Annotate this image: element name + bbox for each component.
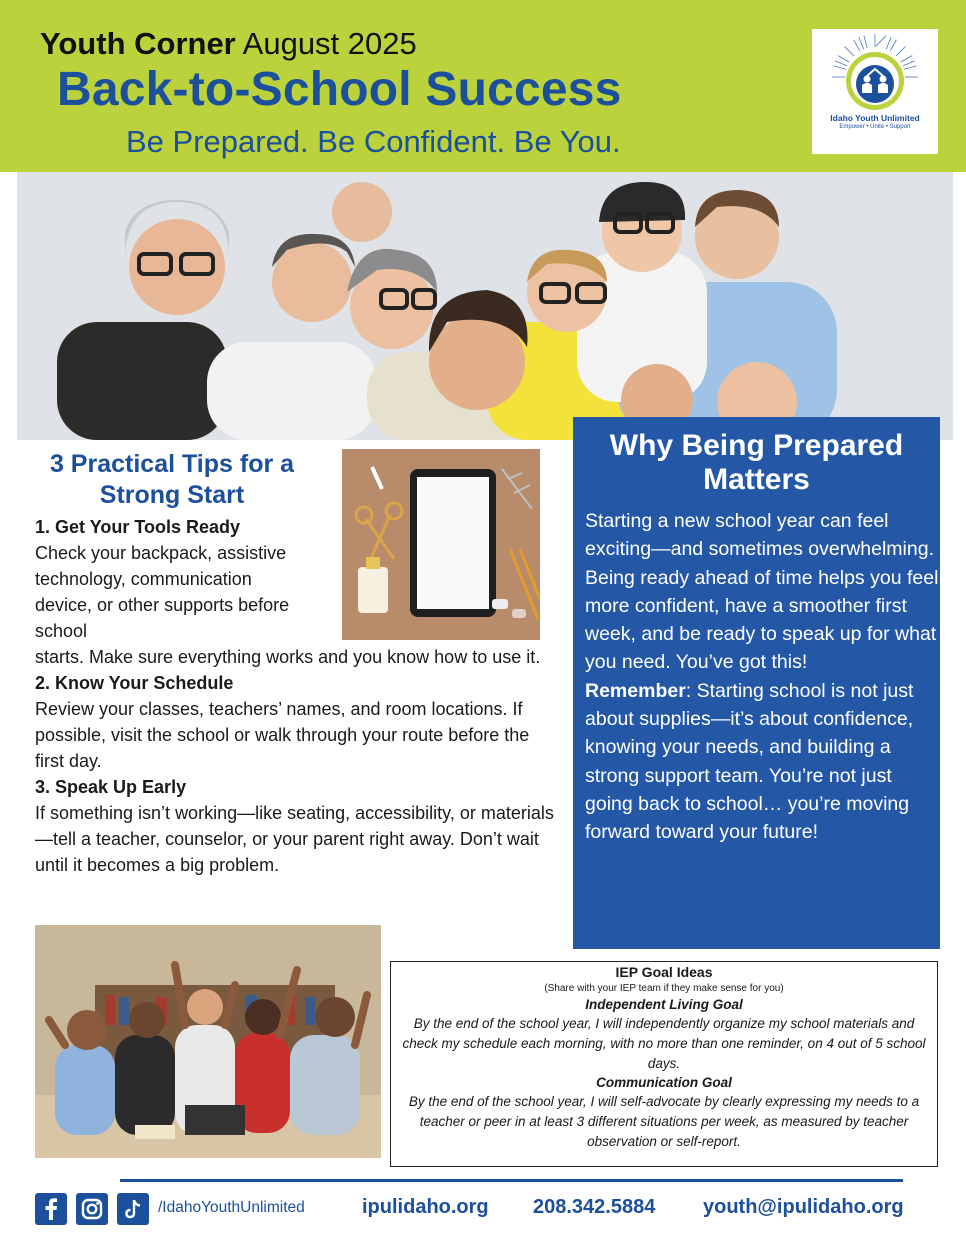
tip-2-body: Review your classes, teachers’ names, and room locations. If possible, visit the school or walk through your route before the first day.	[35, 699, 530, 771]
remember-paragraph	[585, 677, 939, 847]
iep-heading: IEP Goal Ideas	[615, 964, 713, 980]
tip-3	[35, 774, 560, 878]
social-handle[interactable]: /IdahoYouthUnlimited	[158, 1199, 305, 1216]
iep-goals-box	[390, 961, 938, 1167]
tips-list	[35, 514, 560, 878]
iep-goal-2-text: By the end of the school year, I will self-advocate by clearly expressing my needs to a teacher or peer in at least 3 different situations per week, as measured by teacher observation or self-report.	[408, 1094, 920, 1149]
organization-logo	[812, 29, 938, 154]
sunburst-logo-icon	[812, 29, 938, 154]
group-photo	[35, 925, 381, 1158]
tip-2-heading: 2. Know Your Schedule	[35, 673, 234, 693]
page-title: Back-to-School Success	[57, 63, 622, 116]
teenagers-group-illustration	[17, 172, 953, 440]
phone-number[interactable]: 208.342.5884	[533, 1196, 656, 1218]
students-cheering-illustration	[35, 925, 381, 1158]
tip-2	[35, 670, 560, 774]
tip-3-body: If something isn’t working—like seating, accessibility, or materials—tell a teacher, counselor, or your parent right away. Don’t wait until it becomes a big problem.	[35, 803, 554, 875]
tiktok-icon[interactable]	[117, 1193, 149, 1225]
why-body	[585, 507, 939, 847]
iep-goal-1-heading: Independent Living Goal	[585, 997, 743, 1012]
hero-photo	[17, 172, 953, 440]
tip-1-body: Check your backpack, assistive technology, communication device, or other supports before school	[35, 543, 290, 641]
issue-date: August 2025	[242, 26, 417, 61]
tips-heading: 3 Practical Tips for a Strong Start	[49, 450, 295, 509]
why-paragraph: Starting a new school year can feel exciting—and sometimes overwhelming. Being ready ahead of time helps you feel more confident, have a smoother first week, and be ready to speak up for what you need. You’ve got this!	[585, 510, 939, 674]
why-heading: Why Being Prepared Matters	[609, 429, 904, 496]
tip-3-heading: 3. Speak Up Early	[35, 777, 187, 797]
logo-tagline: Empower • Unite • Support	[839, 124, 911, 130]
why-prepared-panel	[573, 417, 940, 949]
tip-1	[35, 514, 560, 670]
newsletter-series	[40, 26, 417, 62]
tagline: Be Prepared. Be Confident. Be You.	[126, 124, 621, 159]
series-name: Youth Corner	[40, 26, 236, 61]
remember-label: Remember	[585, 679, 686, 702]
website-link[interactable]: ipulidaho.org	[362, 1196, 489, 1218]
iep-goal-2-heading: Communication Goal	[596, 1075, 732, 1090]
tip-1-heading: 1. Get Your Tools Ready	[35, 517, 241, 537]
instagram-icon[interactable]	[76, 1193, 108, 1225]
email-link[interactable]: youth@ipulidaho.org	[703, 1196, 904, 1218]
logo-name: Idaho Youth Unlimited	[830, 113, 920, 123]
iep-goal-1-text: By the end of the school year, I will independently organize my school materials and check my schedule each morning, with no more than one reminder, on 4 out of 5 school days.	[402, 1016, 926, 1071]
iep-subtitle: (Share with your IEP team if they make sense for you)	[544, 983, 784, 994]
remember-text: : Starting school is not just about supplies—it’s about confidence, knowing your needs, and building a strong support team. You’re not just going back to school… you’re moving forward toward your future!	[585, 679, 914, 844]
tip-1-body-continued: starts. Make sure everything works and you know how to use it.	[35, 647, 541, 667]
facebook-icon[interactable]	[35, 1193, 67, 1225]
footer-divider	[120, 1179, 903, 1182]
